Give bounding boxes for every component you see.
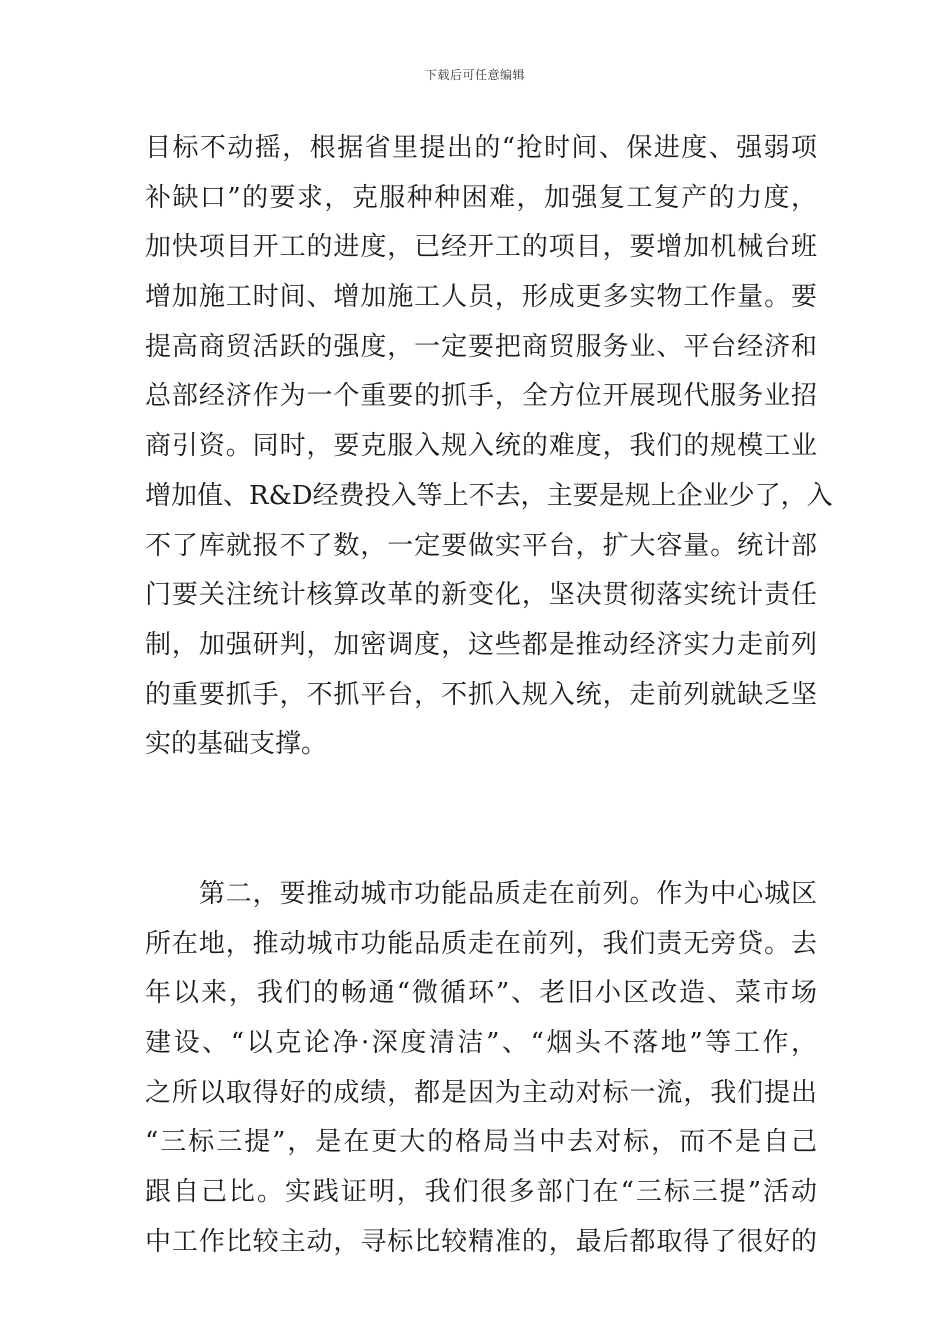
text-line: 实的基础支撑。 xyxy=(145,729,328,760)
paragraph-2 xyxy=(145,870,817,1268)
paragraph-1 xyxy=(145,124,833,770)
text-line: 目标不动摇，根据省里提出的“抢时间、保进度、强弱项 xyxy=(145,133,817,163)
text-line: 总部经济作为一个重要的抓手，全方位开展现代服务业招 xyxy=(145,381,817,412)
text-line: 之所以取得好的成绩，都是因为主动对标一流，我们提出 xyxy=(145,1077,817,1108)
text-line: 年以来，我们的畅通“微循环”、老旧小区改造、菜市场 xyxy=(145,978,817,1009)
text-line: 商引资。同时，要克服入规入统的难度，我们的规模工业 xyxy=(145,431,817,462)
text-line: 提高商贸活跃的强度，一定要把商贸服务业、平台经济和 xyxy=(145,331,817,362)
text-line: 门要关注统计核算改革的新变化，坚决贯彻落实统计责任 xyxy=(145,580,817,611)
document-body xyxy=(145,124,833,1267)
text-line: 所在地，推动城市功能品质走在前列，我们责无旁贷。去 xyxy=(145,928,817,959)
text-line: 加快项目开工的进度，已经开工的项目，要增加机械台班 xyxy=(145,232,817,263)
text-line: 增加值、R&D经费投入等上不去，主要是规上企业少了，入 xyxy=(145,480,833,511)
text-line: 建设、“以克论净·深度清洁”、“烟头不落地”等工作， xyxy=(145,1028,817,1058)
text-line: 补缺口”的要求，克服种种困难，加强复工复产的力度， xyxy=(145,182,817,213)
text-line: 不了库就报不了数，一定要做实平台，扩大容量。统计部 xyxy=(145,530,817,561)
text-line: 跟自己比。实践证明，我们很多部门在“三标三提”活动 xyxy=(145,1177,817,1208)
text-line: 增加施工时间、增加施工人员，形成更多实物工作量。要 xyxy=(145,282,817,313)
text-line: 中工作比较主动，寻标比较精准的，最后都取得了很好的 xyxy=(145,1226,817,1257)
text-line: 的重要抓手，不抓平台，不抓入规入统，走前列就缺乏坚 xyxy=(145,679,817,710)
page-header-note: 下载后可任意编辑 xyxy=(424,68,525,82)
text-line: 第二，要推动城市功能品质走在前列。作为中心城区 xyxy=(145,878,817,909)
paragraph-gap xyxy=(145,770,817,870)
text-line: 制，加强研判，加密调度，这些都是推动经济实力走前列 xyxy=(145,629,817,660)
text-line: “三标三提”，是在更大的格局当中去对标，而不是自己 xyxy=(145,1127,817,1158)
